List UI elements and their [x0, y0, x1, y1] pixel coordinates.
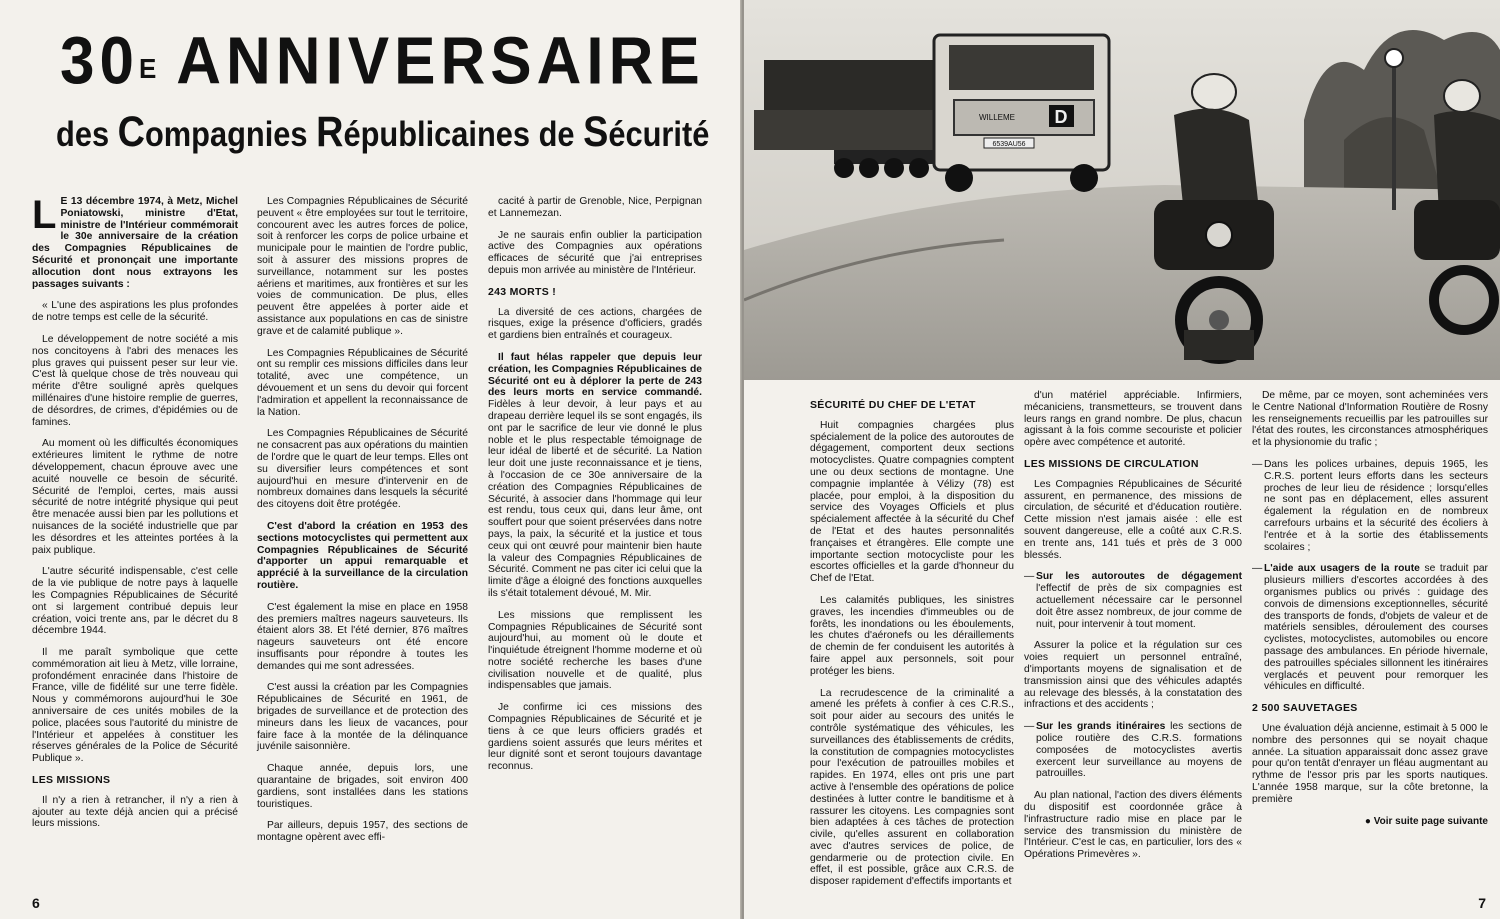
bullet-item: — Sur les autoroutes de dégagement l'effectif de près de six compagnies est actuellement nécessaire car le personnel doit être assez nombreux, de jour comme de nuit, pour intervenir à tout moment.	[1024, 571, 1242, 630]
drop-cap: L	[32, 193, 57, 237]
continued-note: ● Voir suite page suivante	[1364, 815, 1488, 827]
page-number: 6	[32, 895, 40, 911]
photo-illustration	[744, 0, 1500, 380]
paragraph: d'un matériel appréciable. Infirmiers, mécaniciens, transmetteurs, se trouvent dans leurs rangs en grand nombre. De plus, chacun agissant à la fois comme secouriste et policier opère avec compétence et autorité.	[1024, 390, 1242, 449]
page-number: 7	[1478, 895, 1486, 911]
intro-paragraph: L E 13 décembre 1974, à Metz, Michel Poniatowski, ministre d'Etat, ministre de l'Intérieur commémorait le 30e anniversaire de la création des Compagnies Républicaines de Sécurité et prononçait une importante allocution dont nous extrayons les passages suivants :	[32, 193, 238, 290]
right-column-3	[1252, 390, 1488, 827]
section-heading: LES MISSIONS	[32, 774, 111, 787]
paragraph-bold: C'est d'abord la création en 1953 des sections motocyclistes qui permettent aux Compagnies Républicaines de Sécurité d'apporter un appui remarquable et apprécié à la surveillance de la circulation routière.	[257, 520, 468, 591]
paragraph: Les Compagnies Républicaines de Sécurité ont su remplir ces missions difficiles dans leur totalité, avec une compétence, un dévouement et un sens du devoir qui forcent l'admiration et appellent la reconnaissance de la Nation.	[257, 347, 468, 418]
paragraph: Je confirme ici ces missions des Compagnies Républicaines de Sécurité et je tiens à ce que leurs officiers gradés et gardiens soient assurés que leurs mérites et leur dignité sont et seront toujours davantage reconnus.	[488, 702, 702, 773]
article-subtitle: des Compagnies Républicaines de Sécurité	[56, 108, 710, 156]
paragraph: Huit compagnies chargées plus spécialement de la police des autoroutes de dégagement, comportent deux sections motocyclistes. Quatre compagnies comptent une ou deux sections de montagne. Une compagnie implantée à Vélizy (78) est placée, pour emploi, à la disposition du service des Voyages Officiels et plus spécialement affectée à la sécurité du Chef de l'Etat et des hautes personnalités françaises et étrangères. Elle compte une importante section motocycliste pour les escortes officielles et la garde d'honneur du Chef de l'Etat.	[810, 419, 1014, 585]
left-page	[0, 0, 742, 919]
truck-plate: 6539AU56	[992, 141, 1026, 148]
paragraph: cacité à partir de Grenoble, Nice, Perpignan et Lannemezan.	[488, 196, 702, 219]
paragraph: Les missions que remplissent les Compagnies Républicaines de Sécurité sont aujourd'hui, au moment où le doute et l'inquiétude étreignent l'homme moderne et où notre société recherche les bases d'une civilisation nouvelle et de qualité, plus indispensables que jamais.	[488, 609, 702, 692]
paragraph: La recrudescence de la criminalité a amené les préfets à confier à ces C.R.S., soit pour aider au secours des unités le contrôle systématique des véhicules, les surveillances des établissements de crédits, la constitution de compagnies motocyclistes pour l'exécution de patrouilles mobiles et rapides. En 1974, elles ont pris une part active à l'ensemble des opérations de police destinées à lutter contre le banditisme et à rassurer les citoyens. Les compagnies sont bien adaptées à ces tâches de protection civile, qu'elles assurent en collaboration avec d'autres services de police, de gendarmerie ou de protection civile. En effet, il est possible, grâce aux C.R.S. de disposer rapidement d'effectifs importants et	[810, 687, 1014, 888]
section-heading: LES MISSIONS DE CIRCULATION	[1024, 457, 1199, 470]
section-heading: SÉCURITÉ DU CHEF DE L'ETAT	[810, 399, 976, 411]
paragraph: Par ailleurs, depuis 1957, des sections de montagne opèrent avec effi-	[257, 820, 468, 844]
article-title: $30^E$ ANNIVERSAIRE	[60, 24, 705, 99]
paragraph: Au moment où les difficultés économiques extérieures limitent le rythme de notre développement, chacun éprouve avec une acuité nouvelle ce besoin de sécurité. Sécurité de l'emploi, certes, mais aussi sécurité de notre intégrité physique qui peut être menacée aussi bien par les pollutions et nuisances de la société industrielle que par les désordres et les atteintes portées à la paix publique.	[32, 438, 238, 556]
paragraph: Les Compagnies Républicaines de Sécurité assurent, en permanence, des missions de circulation, de sécurité et d'éducation routière. Cette mission n'est jamais aisée : elle est souvent dangereuse, elle a coûté aux C.R.S. en trente ans, 141 tués et près de 3 000 blessés.	[1024, 478, 1242, 561]
left-column-1	[32, 193, 238, 840]
bullet-item: — Dans les polices urbaines, depuis 1965, les C.R.S. portent leurs efforts dans les secteurs proches de leur lieu de résidence ; lorsqu'elles ne sont pas en déplacement, elles assurent également la régulation en de nombreux carrefours urbains et la sécurité des écoliers à l'entrée et à la sortie des établissements scolaires ;	[1252, 459, 1488, 553]
bullet-item: — L'aide aux usagers de la route se traduit par plusieurs milliers d'escortes accordées à des organismes publics ou privés : guidage des convois de dimensions exceptionnelles, sécurité des transports de fonds, d'objets de valeur et de matériels sensibles, déroulement des courses cyclistes, motocyclistes, automobiles ou encore passage des ambulances. En période hivernale, des patrouilles spéciales sillonnent les itinéraires verglacés et peuvent pour remorquer les véhicules en difficulté.	[1252, 563, 1488, 693]
section-heading: 243 MORTS !	[488, 285, 557, 298]
paragraph: Au plan national, l'action des divers éléments du dispositif est coordonnée grâce à l'infrastructure radio mise en place par le service des transmission du ministère de l'Intérieur. C'est le cas, en particulier, lors des « Opérations Primevères ».	[1024, 790, 1242, 861]
section-heading: 2 500 SAUVETAGES	[1252, 702, 1358, 715]
right-column-2	[1024, 390, 1242, 871]
paragraph: Je ne saurais enfin oublier la participation active des Compagnies aux opérations efficaces de sécurité que j'ai entreprises depuis mon arrivée au ministère de l'Intérieur.	[488, 229, 702, 276]
left-column-2	[257, 196, 468, 854]
bullet-item: — Sur les grands itinéraires les sections de police routière des C.R.S. formations composées de motocyclistes avertis exercent leur surveillance au moyens de patrouilles.	[1024, 721, 1242, 780]
paragraph: C'est aussi la création par les Compagnies Républicaines de Sécurité en 1961, de brigades de surveillance et de protection des mineurs dans les lieux de vacances, pour faire face à la montée de la délinquance juvénile saisonnière.	[257, 682, 468, 753]
paragraph: L'autre sécurité indispensable, c'est celle de la vie publique de notre pays à laquelle les Compagnies Républicaines de Sécurité ont si largement contribué depuis leur création, voici trente ans, par le décret du 8 décembre 1944.	[32, 566, 238, 637]
truck-logo: D	[1054, 107, 1068, 127]
paragraph: De même, par ce moyen, sont acheminées vers le Centre National d'Information Routière de Rosny les renseignements recueillis par les patrouilles sur l'état des routes, les circonstances atmosphériques et la physionomie du trafic ;	[1252, 390, 1488, 449]
paragraph: Une évaluation déjà ancienne, estimait à 5 000 le nombre des personnes qui se noyait chaque année. La situation apparaissait donc assez grave pour qu'on tentât d'enrayer un fléau augmentant au rythme de l'essor pris par les sports nautiques. L'année 1958 marque, sur la côte bretonne, la première	[1252, 722, 1488, 805]
paragraph: Il faut hélas rappeler que depuis leur création, les Compagnies Républicaines de Sécurité ont eu à déplorer la perte de 243 des leurs morts en service commandé. Fidèles à leur devoir, à leur pays et au drapeau derrière lequel ils se sont engagés, ils ont par le sacrifice de leur vie donné le plus noble et le plus respectable témoignage de leur idéal de liberté et de sécurité. La Nation leur doit une juste reconnaissance et je tiens, à l'occasion de ce 30e anniversaire de la création des Compagnies Républicaines de Sécurité, à associer dans l'hommage qui leur est rendu, tous ceux qui, dans leur âme, ont souffert pour que soient préservées dans notre pays, la paix, la sécurité et la justice et tous ceux qui ont œuvré pour maintenir bien haute la valeur des Compagnies Républicaines de Sécurité. Comment ne pas citer ici celui que la limite d'âge a éloigné des fonctions auxquelles ils s'était totalement dévoué, M. Mir.	[488, 351, 702, 599]
left-column-3	[488, 196, 702, 783]
paragraph: Les Compagnies Républicaines de Sécurité ne consacrent pas aux opérations du maintien de l'ordre que le quart de leur temps. Elles ont su diversifier leurs compétences et sont aujourd'hui en mesure d'intervenir en de nombreux domaines dans lesquels la sécurité des citoyens doit être protégée.	[257, 428, 468, 511]
paragraph: « L'une des aspirations les plus profondes de notre temps est celle de la sécurité.	[32, 300, 238, 324]
paragraph: C'est également la mise en place en 1958 des premiers maîtres nageurs sauveteurs. Ils étaient alors 38. Et l'été dernier, 876 maîtres nageurs sauveteurs ont été encore insuffisants pour répondre à toutes les demandes qui me sont adressées.	[257, 601, 468, 672]
paragraph: Il me paraît symbolique que cette commémoration ait lieu à Metz, ville lorraine, profondément enracinée dans l'histoire de France, ville de fidélité sur une terre fidèle. Nous y commémorons aujourd'hui le 30e anniversaire de ces unités mobiles de la police, placées sous l'autorité du ministre de l'Intérieur et appelées à constituer les réserves générales de la Police de Sécurité Publique ».	[32, 647, 238, 765]
right-column-1	[810, 390, 1014, 898]
paragraph: Les Compagnies Républicaines de Sécurité peuvent « être employées sur tout le territoire, concourent avec les autres forces de police, soit à renforcer les corps de police urbaine et municipale pour le maintien de l'ordre public, soit à assurer des missions propres de surveillance, notamment sur les postes aériens et maritimes, aux frontières et sur les voies de communication. De plus, elles peuvent être appelées à porter aide et assistance aux populations en cas de sinistre grave et de calamité publique ».	[257, 196, 468, 337]
paragraph: Chaque année, depuis lors, une quarantaine de brigades, soit environ 400 gardiens, sont installées dans les stations touristiques.	[257, 763, 468, 810]
paragraph: Il n'y a rien à retrancher, il n'y a rien à ajouter au texte déjà ancien qui a précisé leurs missions.	[32, 794, 238, 830]
photo-crs-motorcycle-escort	[744, 0, 1500, 380]
paragraph: Assurer la police et la régulation sur ces voies requiert un personnel entraîné, d'importants moyens de signalisation et de transmission ainsi que des véhicules adaptés au relevage des blessés, à la constatation des infractions et des accidents ;	[1024, 640, 1242, 711]
paragraph: La diversité de ces actions, chargées de risques, exige la présence d'officiers, gradés et gardiens bien entraînés et courageux.	[488, 306, 702, 342]
truck-brand: WILLEME	[979, 113, 1016, 122]
right-page	[744, 0, 1500, 919]
paragraph: Les calamités publiques, les sinistres graves, les incendies d'immeubles ou de forêts, les inondations ou les éboulements, les chutes d'aéronefs ou les déraillements de chemin de fer conduisent les autorités à faire appel aux personnels, soit pour protéger les biens.	[810, 594, 1014, 677]
paragraph: Le développement de notre société a mis nos concitoyens à l'abri des menaces les plus graves qui puissent peser sur leur vie. C'est là quelque chose de très nouveau qui mérite d'être souligné après quelques millénaires d'une histoire remplie de guerres, de désordres, de crimes, d'épidémies ou de famines.	[32, 333, 238, 428]
